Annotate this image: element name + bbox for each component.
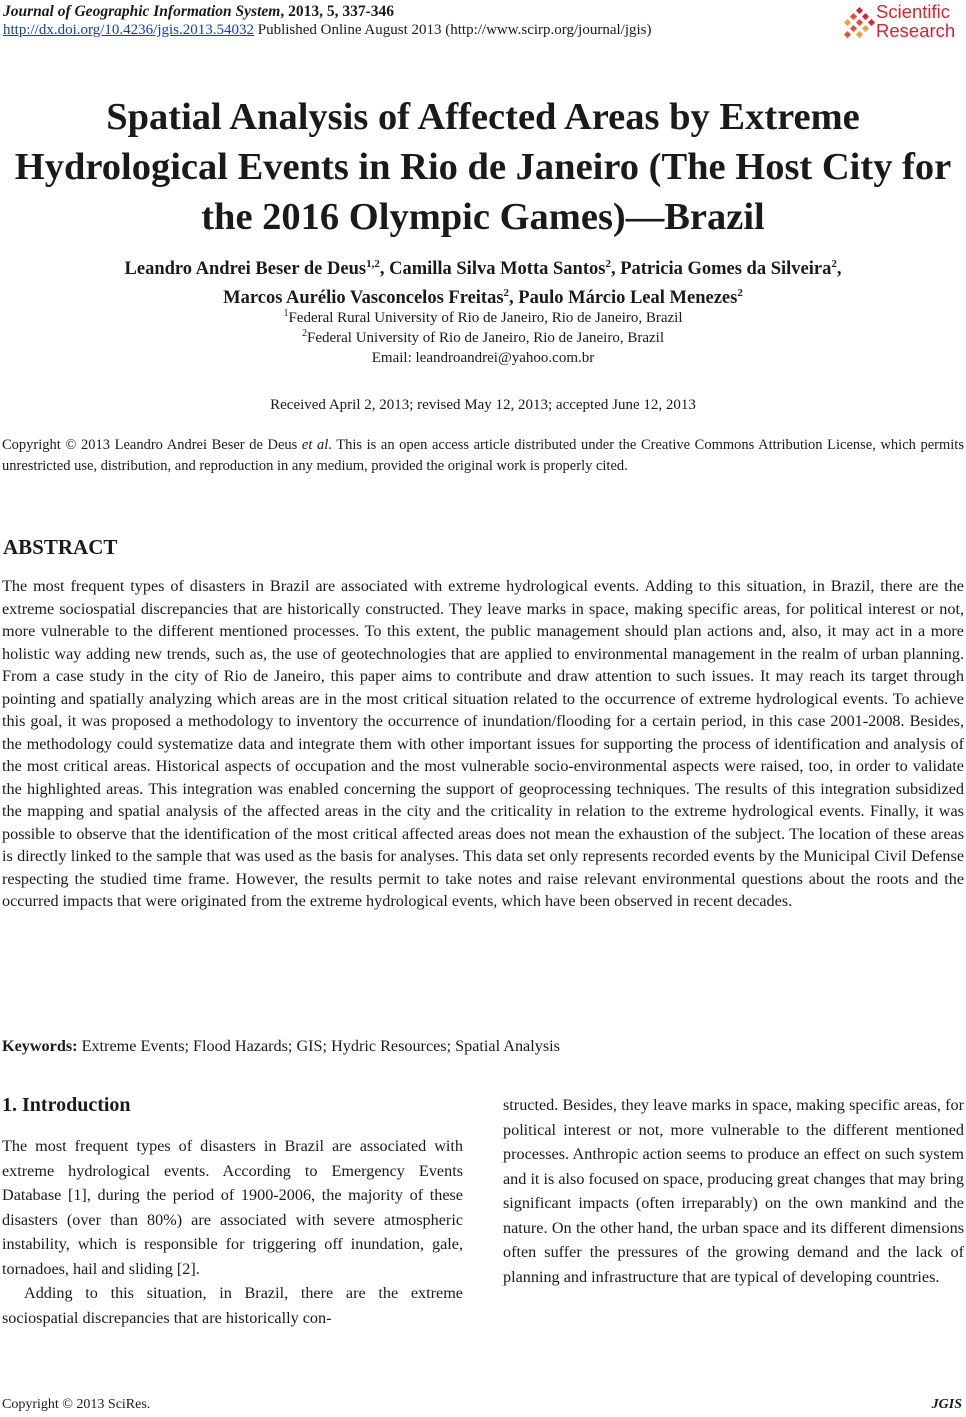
author-affiliation-mark: 2 [737, 287, 743, 299]
doi-line [3, 21, 963, 40]
affiliation-mark: 2 [302, 328, 307, 339]
copyright-etal: et al [301, 437, 329, 453]
affiliation-line [0, 308, 966, 328]
journal-citation [3, 2, 963, 21]
logo-dot [856, 31, 863, 38]
page-footer [2, 1396, 964, 1414]
abstract-heading: ABSTRACT [3, 535, 118, 559]
author-name: Marcos Aurélio Vasconcelos Freitas [223, 288, 504, 308]
logo-mark-icon [843, 6, 875, 42]
copyright-license: . This is an open access article distributed under the Creative Commons Attribution License, which permits unrestricted use, distribution, and reproduction in any medium, provided the original work is properly cited. [2, 437, 964, 474]
abstract-body: The most frequent types of disasters in Brazil are associated with extreme hydrological events. Adding to this situation, in Brazil, there are the extreme sociospatial discrepancies that are historically constructed. They leave marks in space, making specific areas, for political interest or not, more vulnerable to the different mentioned processes. To this extent, the public management should plan actions and, also, it may act in a more holistic way adding new trends, such as, the use of geotechnologies that are applied to environmental management in the realm of urban planning. From a case study in the city of Rio de Janeiro, this paper aims to contribute and draw attention to such issues. It may reach its target through pointing and spatially analyzing which areas are in the most critical situation related to the occurrence of extreme hydrological events. To achieve this goal, it was proposed a methodology to inventory the occurrence of inundation/flooding for a certain period, in this case 2001-2008. Besides, the methodology could systematize data and integrate them with other important issues for supporting the process of identification and analysis of the most critical areas. Historical aspects of occupation and the most vulnerable socio-environmental aspects were raised, too, in order to validate the highlighted areas. This integration was enabled concerning the support of geoprocessing techniques. The results of this integration subsidized the mapping and spatial analysis of the affected areas in the city and the criticality in relation to the extreme hydrological events. Finally, it was possible to observe that the identification of the most critical affected areas does not mean the exhaustion of the subject. The location of these areas is directly linked to the sample that was used as the basis for analyses. This data set only represents recorded events by the Municipal Civil Defense respecting the studied time frame. However, the results permit to take notes and raise relevant environmental questions about the roots and the occurred impacts that were originated from the extreme hydrological events, which have been observed in recent decades. [2, 577, 964, 910]
footer-copyright: Copyright © 2013 SciRes. [2, 1397, 151, 1412]
paper-title: Spatial Analysis of Affected Areas by Extreme Hydrological Events in Rio de Janeiro (The Host City for the 2016 Olympic Games)—Brazil [14, 96, 952, 238]
journal-name: Journal of Geographic Information System [3, 3, 281, 20]
journal-volume: , 2013, 5, 337-346 [280, 3, 394, 20]
published-text: Published Online August 2013 (http://www.scirp.org/journal/jgis) [254, 22, 652, 38]
logo-dot [862, 13, 869, 20]
affiliation-text: Federal University of Rio de Janeiro, Rio de Janeiro, Brazil [307, 330, 664, 346]
keywords-text: Extreme Events; Flood Hazards; GIS; Hydric Resources; Spatial Analysis [77, 1037, 560, 1055]
author-affiliation-mark: 2 [831, 258, 837, 270]
logo-line2: Research [876, 20, 956, 41]
affiliation-text: Federal Rural University of Rio de Janeiro, Rio de Janeiro, Brazil [288, 310, 683, 326]
copyright-text: Copyright © 2013 Leandro Andrei Beser de Deus [2, 437, 302, 453]
page-header [3, 2, 963, 46]
author-affiliation-mark: 1,2 [366, 258, 380, 270]
logo-dot [844, 19, 851, 26]
logo-text [876, 2, 955, 40]
affiliation-list [0, 308, 966, 348]
author-list: Leandro Andrei Beser de Deus$^{1,2}$, Camilla Silva Motta Santos$^2$, Patricia Gomes da Silveira$^2$, Marcos Aurélio Vasconcelos Freitas$^2$, Paulo Márcio Leal Menezes$^2$ [124, 258, 842, 308]
intro-paragraph-2: Adding to this situation, in Brazil, there are the extreme sociospatial discrepancies that are historically con- [2, 1284, 463, 1327]
affiliation-mark: 1 [283, 308, 289, 319]
intro-column-right: structed. Besides, they leave marks in space, making specific areas, for political interest or not, more vulnerable to the different mentioned processes. Anthropic action seems to produce an effect on such system and it is also focused on space, producing great changes that may bring significant impacts (often irreparably) on the own mankind and the nature. On the other hand, the urban space and its different dimensions often suffer the pressures of the growing demand and the lack of planning and infrastructure that are typical of developing countries. [503, 1096, 964, 1286]
introduction-heading: 1. Introduction [2, 1094, 131, 1116]
logo-dot [862, 25, 869, 32]
logo-dot [850, 13, 857, 20]
logo-dot [868, 19, 875, 26]
author-email: Email: leandroandrei@yahoo.com.br [371, 350, 595, 366]
keywords-label: Keywords: [2, 1037, 78, 1055]
submission-dates: Received April 2, 2013; revised May 12, 2013; accepted June 12, 2013 [270, 397, 696, 413]
doi-link[interactable]: http://dx.doi.org/10.4236/jgis.2013.54032 [3, 22, 254, 38]
author-affiliation-mark: 2 [605, 258, 611, 270]
logo-dot [856, 7, 863, 14]
intro-column-left [2, 1134, 463, 1330]
author-name: Paulo Márcio Leal Menezes [518, 288, 738, 308]
author-name: Leandro Andrei Beser de Deus [124, 259, 367, 279]
logo-dot [850, 25, 857, 32]
logo-line1: Scientific [876, 1, 951, 22]
logo-dot [844, 31, 851, 38]
logo-dot [856, 19, 863, 26]
keywords [2, 1035, 964, 1057]
copyright-notice [2, 435, 964, 477]
footer-journal-abbr: JGIS [931, 1397, 962, 1412]
author-name: Patricia Gomes da Silveira [620, 259, 832, 279]
author-name: Camilla Silva Motta Santos [389, 259, 606, 279]
scientific-research-logo [843, 2, 961, 46]
affiliations [0, 308, 966, 368]
intro-paragraph-1: The most frequent types of disasters in Brazil are associated with extreme hydrological events. According to Emergency Events Database [1], during the period of 1900-2006, the majority of these disasters (over than 80%) are associated with severe atmospheric instability, which is responsible for triggering off inundation, gale, tornadoes, hail and sliding [2]. [2, 1137, 463, 1278]
author-affiliation-mark: 2 [503, 287, 510, 299]
affiliation-line [0, 328, 966, 348]
